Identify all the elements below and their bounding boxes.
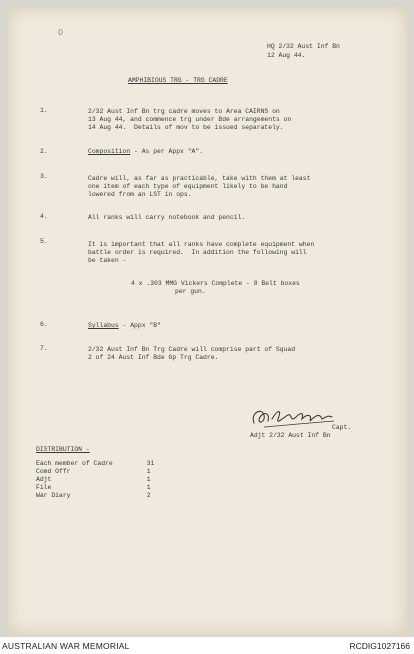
composition-heading: Composition	[88, 148, 131, 155]
header-unit: HQ 2/32 Aust Inf Bn	[267, 43, 340, 50]
table-row	[36, 468, 154, 476]
table-row	[36, 476, 154, 484]
composition-text: - As per Appx "A".	[130, 148, 204, 155]
paragraph-7-line-1: 2/32 Aust Inf Bn Trg Cadre will comprise part of Squad	[88, 346, 296, 353]
paragraph-number: 7.	[40, 345, 48, 352]
table-row	[36, 460, 154, 468]
equipment-item-line-2: per gun.	[175, 288, 206, 295]
copies: 1	[146, 468, 151, 475]
header-date: 12 Aug 44.	[267, 52, 306, 59]
paragraph-7-line-2: 2 of 24 Aust Inf Bde Gp Trg Cadre.	[88, 354, 219, 361]
copies: 1	[146, 476, 151, 483]
paragraph-1-line-3: 14 Aug 44. Details of mov to be issued separately.	[88, 124, 284, 131]
recipient: File	[36, 484, 52, 491]
paragraph-4-line-1: All ranks will carry notebook and pencil.	[88, 214, 246, 221]
paragraph-number: 1.	[40, 107, 48, 114]
paragraph-number: 4.	[40, 213, 48, 220]
recipient: Each member of Cadre	[36, 460, 113, 467]
paragraph-number: 5.	[40, 238, 48, 245]
paragraph-3-line-1: Cadre will, as far as practicable, take with them at least	[88, 175, 311, 182]
paragraph-number: 3.	[40, 173, 48, 180]
paragraph-5-line-1: It is important that all ranks have complete equipment when	[88, 241, 315, 248]
distribution-list	[36, 460, 154, 500]
paragraph-5-line-3: be taken -	[88, 257, 127, 264]
recipient: Adjt	[36, 476, 52, 483]
document-page	[7, 7, 407, 635]
copies: 31	[146, 460, 155, 467]
copies: 2	[146, 492, 151, 499]
document-title: AMPHIBIOUS TRG - TRG CADRE	[128, 77, 228, 84]
recipient: Comd Offr	[36, 468, 71, 475]
pencil-mark: 0	[58, 28, 64, 37]
paragraph-2	[88, 148, 203, 156]
signature-rank: Capt.	[332, 424, 352, 431]
paragraph-5-line-2: battle order is required. In addition the following will	[88, 249, 307, 256]
signature-appointment: Adjt 2/32 Aust Inf Bn	[250, 432, 331, 439]
syllabus-text: - Appx "B"	[118, 322, 161, 329]
paragraph-number: 6.	[40, 321, 48, 328]
paragraph-number: 2.	[40, 148, 48, 155]
archive-footer	[0, 637, 414, 654]
table-row	[36, 484, 154, 492]
table-row	[36, 492, 154, 500]
distribution-heading: DISTRIBUTION -	[36, 446, 90, 453]
recipient: War Diary	[36, 492, 71, 499]
paragraph-1-line-2: 13 Aug 44, and commence trg under Bde arrangements on	[88, 116, 292, 123]
copies: 1	[146, 484, 151, 491]
equipment-item-line-1: 4 x .303 MMG Vickers Complete - 8 Belt boxes	[131, 280, 300, 287]
archive-name: AUSTRALIAN WAR MEMORIAL	[2, 641, 130, 651]
archive-reference: RCDIG1027166	[349, 641, 410, 651]
syllabus-heading: Syllabus	[88, 322, 119, 329]
paragraph-3-line-3: lowered from an LST in ops.	[88, 191, 192, 198]
paragraph-6	[88, 322, 161, 330]
paragraph-1-line-1: 2/32 Aust Inf Bn trg cadre moves to Area CAIRNS on	[88, 108, 280, 115]
paragraph-3-line-2: one item of each type of equipment likely to be hand	[88, 183, 288, 190]
